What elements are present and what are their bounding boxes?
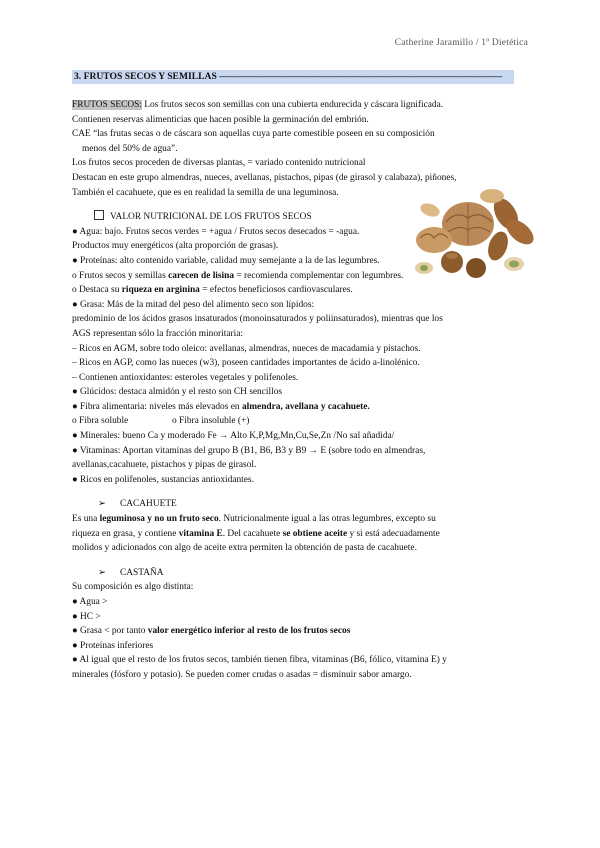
nutri-fibra-tipos: o Fibra soluble o Fibra insoluble (+) <box>72 416 250 427</box>
nutri-predominio: predominio de los ácidos grasos insaturados (monoinsaturados y poliinsaturados), mientras que los <box>72 314 443 325</box>
intro-line-3: CAE “las frutas secas o de cáscara son aquellas cuya parte comestible poseen en su composición <box>72 129 435 140</box>
nutri-antioxidantes: – Contienen antioxidantes: esteroles vegetales y polifenoles. <box>72 372 299 383</box>
arrow-icon: ➢ <box>98 499 106 510</box>
nutri-heading: VALOR NUTRICIONAL DE LOS FRUTOS SECOS <box>72 210 524 225</box>
castana-line-3: ● HC > <box>72 611 101 622</box>
nutri-fibra: ● Fibra alimentaria: niveles más elevados en almendra, avellana y cacahuete. <box>72 401 370 412</box>
checkbox-icon <box>94 210 104 220</box>
castana-line-5: ● Proteínas inferiores <box>72 640 154 651</box>
nutri-grasa: ● Grasa: Más de la mitad del peso del alimento seco son lípidos: <box>72 299 315 310</box>
nutri-lisina: o Frutos secos y semillas carecen de lisina = recomienda complementar con legumbres. <box>72 270 404 281</box>
nutri-minerales: ● Minerales: bueno Ca y moderado Fe → Alto K,P,Mg,Mn,Cu,Se,Zn /No sal añadida/ <box>72 431 395 442</box>
arrow-icon: ➢ <box>98 567 106 578</box>
cacahuete-line-2: riqueza en grasa, y contiene vitamina E. Del cacahuete se obtiene aceite y si está adecuadamente <box>72 528 440 539</box>
castana-line-7: minerales (fósforo y potasio). Se pueden comer crudas o asadas = disminuir sabor amargo. <box>72 669 412 680</box>
castana-heading: ➢ CASTAÑA <box>72 566 524 581</box>
nutri-ags: AGS representan sólo la fracción minoritaria: <box>72 328 244 339</box>
nutri-glucidos: ● Glúcidos: destaca almidón y el resto son CH sencillos <box>72 387 283 398</box>
cacahuete-line-1: Es una leguminosa y no un fruto seco. Nutricionalmente igual a las otras legumbres, excepto su <box>72 514 436 525</box>
intro-line-4: menos del 50% de agua”. <box>82 143 178 154</box>
page-header: Catherine Jaramillo / 1º Dietética <box>394 38 528 48</box>
intro-line-7: También el cacahuete, que es en realidad la semilla de una leguminosa. <box>72 187 339 198</box>
frutos-secos-label: FRUTOS SECOS: <box>72 100 142 110</box>
nutri-agp: – Ricos en AGP, como las nueces (w3), poseen cantidades importantes de ácido a-linolénico. <box>72 358 420 369</box>
intro-line-1: FRUTOS SECOS: Los frutos secos son semillas con una cubierta endurecida y cáscara lignificada. <box>72 100 444 110</box>
castana-line-6: ● Al igual que el resto de los frutos secos, también tienen fibra, vitaminas (B6, fólico, vitamina E) y <box>72 655 447 666</box>
nutri-polifenoles: ● Ricos en polifenoles, sustancias antioxidantes. <box>72 474 254 485</box>
nutri-arginina: o Destaca su riqueza en arginina = efectos beneficiosos cardiovasculares. <box>72 285 353 296</box>
document-body <box>72 98 524 683</box>
nutri-agua: ● Agua: bajo. Frutos secos verdes = +agua / Frutos secos desecados = -agua. <box>72 226 360 237</box>
nutri-productos: Productos muy energéticos (alta proporción de grasas). <box>72 241 279 252</box>
castana-line-1: Su composición es algo distinta: <box>72 582 194 593</box>
nutri-vitaminas-1: ● Vitaminas: Aportan vitaminas del grupo B (B1, B6, B3 y B9 → E (sobre todo en almendras, <box>72 445 426 456</box>
cacahuete-line-3: molidos y adicionados con algo de aceite extra permiten la obtención de pasta de cacahuete. <box>72 543 417 554</box>
nutri-vitaminas-2: avellanas,cacahuete, pistachos y pipas de girasol. <box>72 460 257 471</box>
intro-line-2: Contienen reservas alimenticias que hacen posible la germinación del embrión. <box>72 114 369 125</box>
castana-line-4: ● Grasa < por tanto valor energético inferior al resto de los frutos secos <box>72 626 351 637</box>
castana-line-2: ● Agua > <box>72 597 108 607</box>
section-title: 3. FRUTOS SECOS Y SEMILLAS ––––––––––––––––––––––––––––––––––––––––––––––––––––––––––– <box>72 70 514 84</box>
intro-line-5: Los frutos secos proceden de diversas plantas, = variado contenido nutricional <box>72 158 366 169</box>
nutri-agm: – Ricos en AGM, sobre todo oleico: avellanas, almendras, nueces de macadamia y pistachos. <box>72 343 421 354</box>
intro-line-6: Destacan en este grupo almendras, nueces, avellanas, pistachos, pipas (de girasol y calabaza), piñones, <box>72 172 457 183</box>
nutri-proteinas: ● Proteínas: alto contenido variable, calidad muy semejante a la de las legumbres. <box>72 255 380 266</box>
cacahuete-heading: ➢ CACAHUETE <box>72 497 524 512</box>
